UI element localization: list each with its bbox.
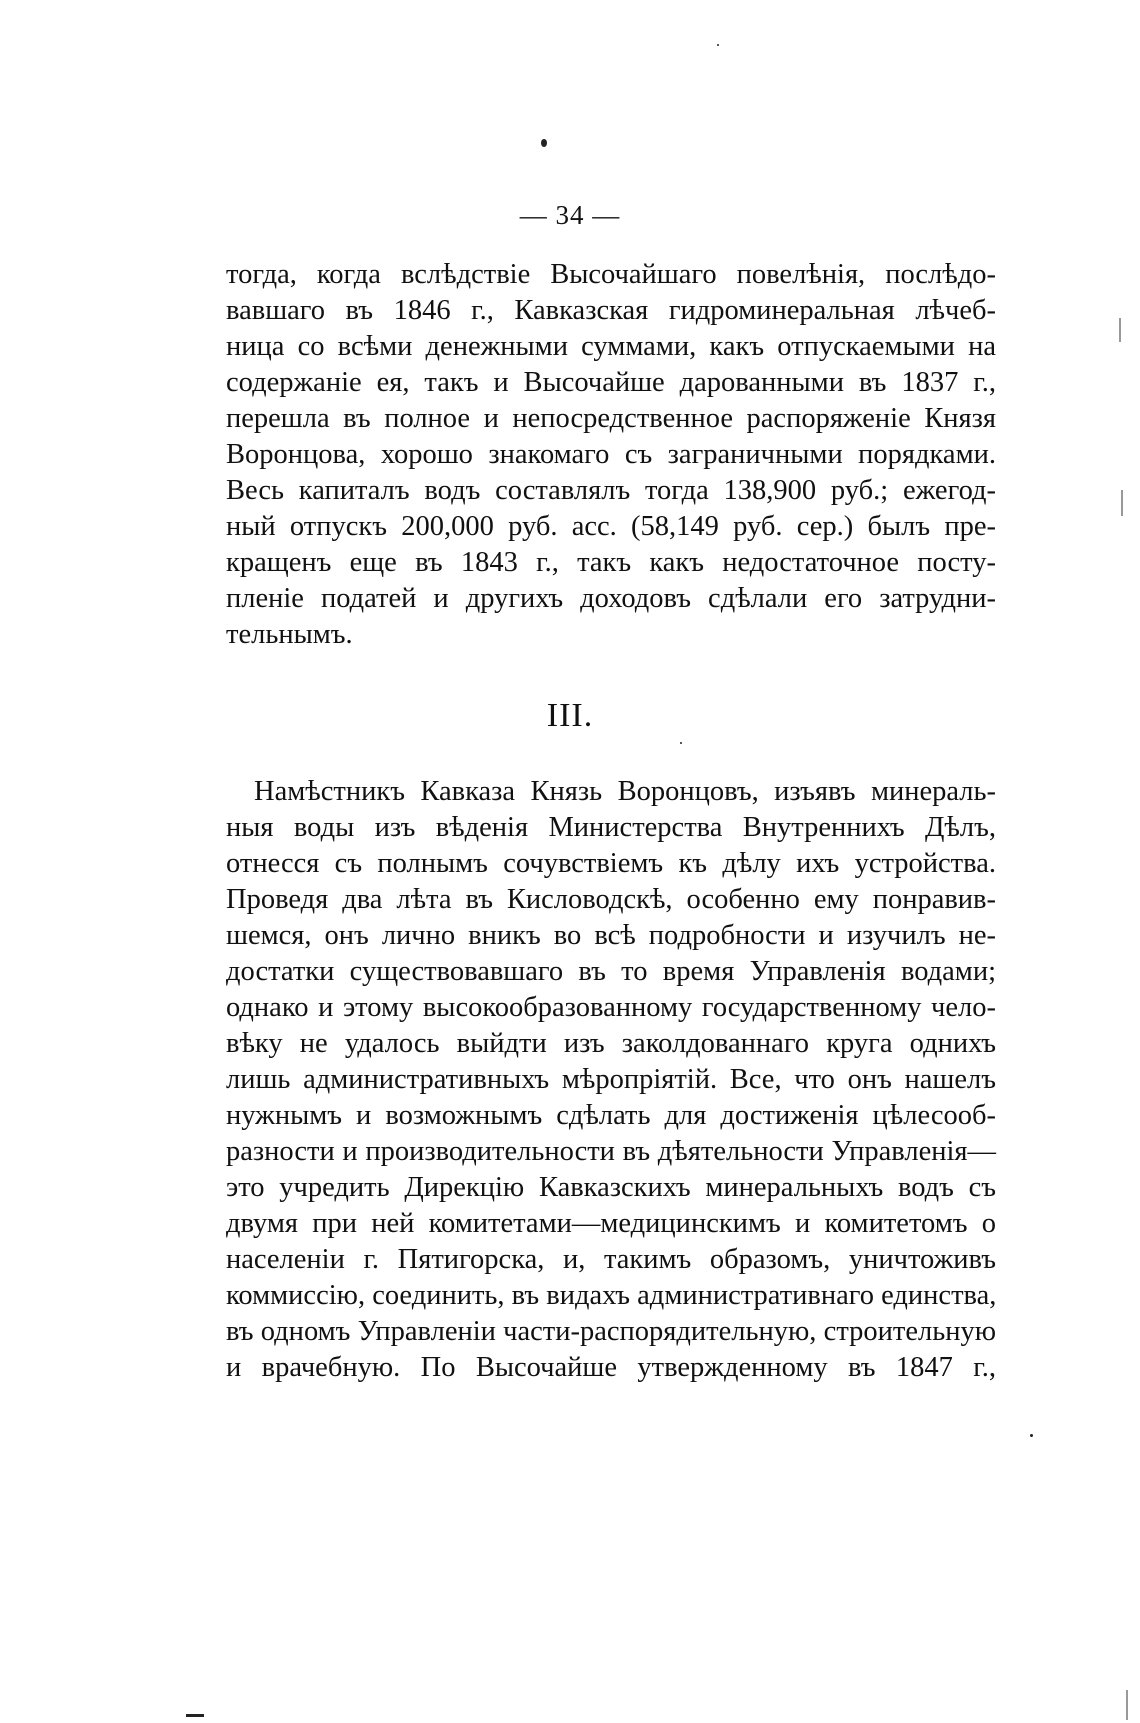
text-line: коммиссію, соединить, въ видахъ административнаго единства, (226, 1280, 997, 1311)
text-line: шемся, онъ лично вникъ во всѣ подробности и изучилъ не- (226, 920, 996, 951)
text-line: достатки существовавшаго въ то время Управленія водами; (226, 956, 996, 987)
page-number: — 34 — (519, 200, 621, 230)
text-line: ныя воды изъ вѣденія Министерства Внутреннихъ Дѣлъ, (226, 812, 996, 843)
text-line: вѣку не удалось выйдти изъ заколдованнаго круга однихъ (226, 1028, 996, 1059)
scan-speck (1030, 1434, 1033, 1437)
text-line: Воронцова, хорошо знакомаго съ заграничными порядками. (226, 439, 996, 470)
text-line: Намѣстникъ Кавказа Князь Воронцовъ, изъявъ минераль- (254, 776, 996, 807)
text-line: ница со всѣми денежными суммами, какъ отпускаемыми на (226, 331, 996, 362)
section-heading: III. (546, 697, 594, 734)
text-line: вавшаго въ 1846 г., Кавказская гидроминеральная лѣчеб- (226, 295, 996, 326)
text-line: перешла въ полное и непосредственное распоряженіе Князя (226, 403, 996, 434)
scan-speck (717, 44, 719, 46)
text-line: и врачебную. По Высочайше утвержденному въ 1847 г., (226, 1352, 996, 1383)
text-line: тельнымъ. (226, 619, 353, 650)
text-line: въ одномъ Управленіи части-распорядительную, строительную (226, 1316, 996, 1347)
text-line: пленіе податей и другихъ доходовъ сдѣлали его затрудни- (226, 583, 996, 614)
text-line: двумя при ней комитетами—медицинскимъ и комитетомъ о (226, 1208, 996, 1239)
text-line: нужнымъ и возможнымъ сдѣлать для достиженія цѣлесооб- (226, 1100, 996, 1131)
text-line: Весь капиталъ водъ составлялъ тогда 138,900 руб.; ежегод- (226, 475, 996, 506)
scan-edge-mark (1121, 490, 1123, 516)
text-line: Проведя два лѣта въ Кисловодскѣ, особенно ему понравив- (226, 884, 996, 915)
text-line: населеніи г. Пятигорска, и, такимъ образомъ, уничтоживъ (226, 1244, 996, 1275)
paragraph-continuation (226, 257, 996, 653)
scan-speck (680, 742, 682, 744)
paragraph-section-three (226, 774, 996, 1386)
text-line: кращенъ еще въ 1843 г., такъ какъ недостаточное посту- (226, 547, 996, 578)
text-line: разности и производительности въ дѣятельности Управленія— (226, 1136, 996, 1167)
text-line: это учредить Дирекцію Кавказскихъ минеральныхъ водъ съ (226, 1172, 996, 1203)
scan-edge-mark (186, 1714, 204, 1717)
text-line: лишь административныхъ мѣропріятій. Все, что онъ нашелъ (226, 1064, 996, 1095)
text-line: ный отпускъ 200,000 руб. асс. (58,149 руб. сер.) былъ пре- (226, 511, 996, 542)
text-line: однако и этому высокообразованному государственному чело- (226, 992, 996, 1023)
scan-edge-mark (1126, 1690, 1128, 1720)
scan-speck (541, 139, 547, 147)
text-line: отнесся съ полнымъ сочувствіемъ къ дѣлу ихъ устройства. (226, 848, 996, 879)
text-line: содержаніе ея, такъ и Высочайше дарованными въ 1837 г., (226, 367, 996, 398)
text-line: тогда, когда вслѣдствіе Высочайшаго повелѣнія, послѣдо- (226, 259, 996, 290)
scan-edge-mark (1119, 318, 1121, 342)
